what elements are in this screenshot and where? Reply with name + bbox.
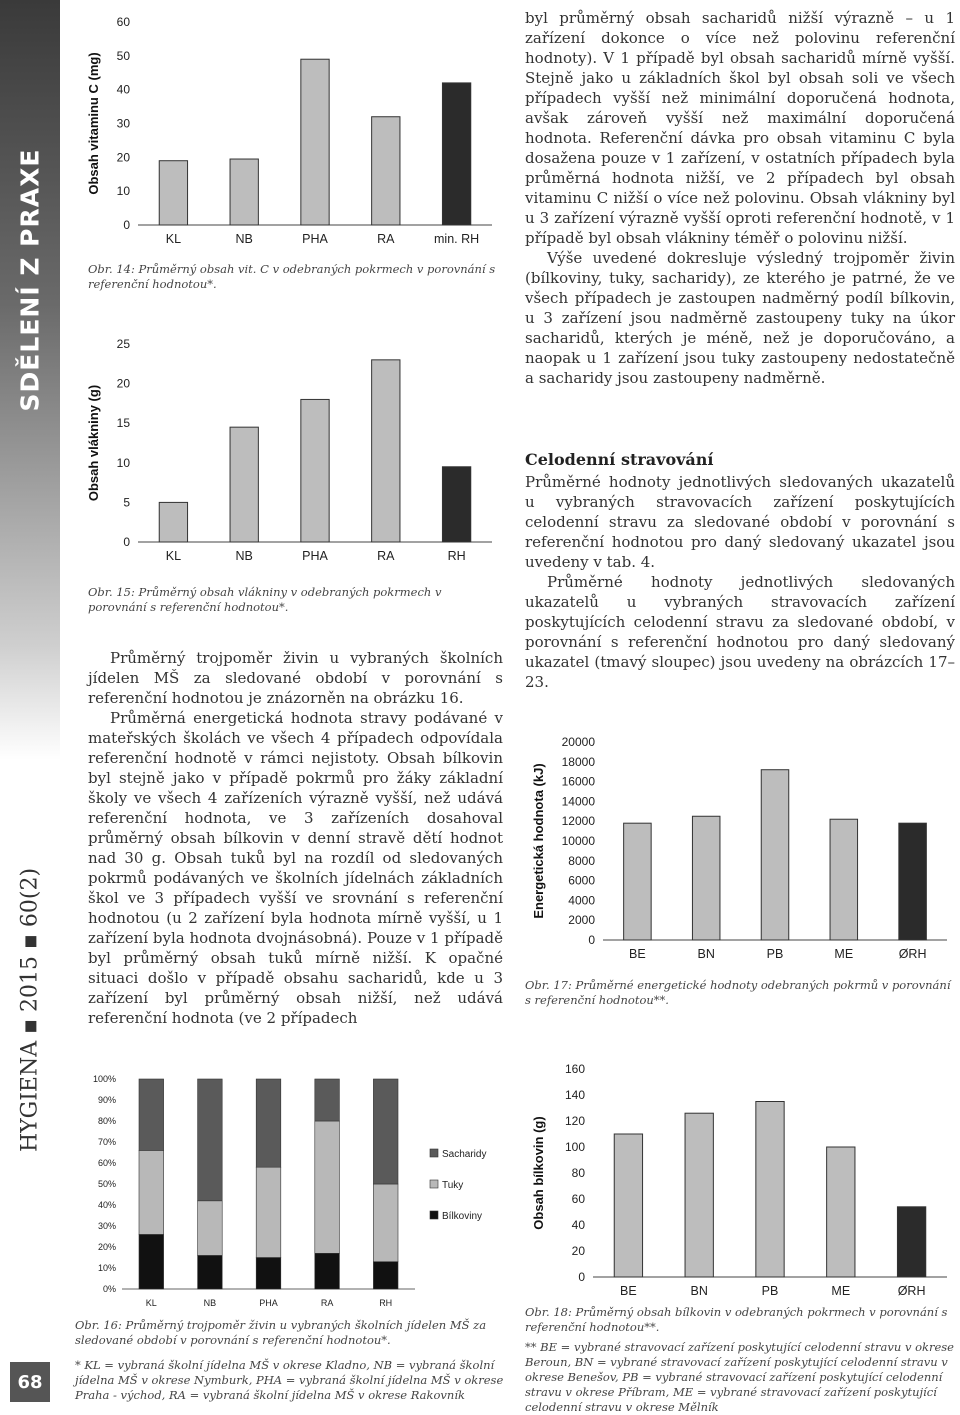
section-heading: Celodenní stravování bbox=[525, 450, 714, 469]
y-tick-label: 40% bbox=[97, 1200, 116, 1210]
x-tick-label: RA bbox=[377, 232, 395, 246]
section-title bbox=[6, 20, 54, 540]
bar-RA bbox=[372, 360, 400, 542]
right-body-text-top bbox=[525, 8, 955, 388]
footnote-left: * KL = vybraná školní jídelna MŠ v okrese Kladno, NB = vybraná školní jídelna MŠ v okrese Nymburk, PHA = vybraná školní jídelna MŠ v okrese Praha - východ, RA = vybraná školní jídelna MŠ v okrese Rakovník bbox=[75, 1358, 504, 1402]
y-tick-label: 20 bbox=[571, 1244, 585, 1258]
right-paragraph-1: byl průměrný obsah sacharidů nižší výrazně – u 1 zařízení dokonce o více než polovinu referenční hodnoty). V 1 případě byl obsah sacharidů mírně vyšší. Stejně jako u základních škol byl obsah soli ve všech případech vyšší než minimální doporučená hodnota, avšak zároveň vyšší než maximální doporučená hodnota. Referenční dávka pro obsah vitaminu C byla dosažena pouze v 1 zařízení, v ostatních případech byla průměrná hodnota nižší, ve 2 případech byl obsah vitaminu C nižší o více než polovinu. Obsah vlákniny byl u 3 zařízení výrazně vyšší oproti referenční hodnotě, v 1 případě byl obsah vlákniny téměř o polovinu nižší. bbox=[525, 9, 955, 247]
journal-info-text: HYGIENA ▪ 2015 ▪ 60(2) bbox=[17, 867, 43, 1153]
y-tick-label: 120 bbox=[564, 1114, 585, 1128]
y-tick-label: 80% bbox=[97, 1116, 116, 1126]
y-tick-label: 60% bbox=[97, 1158, 116, 1168]
y-tick-label: 20 bbox=[116, 150, 130, 165]
y-tick-label: 10 bbox=[116, 455, 130, 470]
y-tick-label: 40 bbox=[571, 1218, 585, 1232]
journal-info bbox=[6, 860, 54, 1160]
y-tick-label: 80 bbox=[571, 1166, 585, 1180]
y-tick-label: 140 bbox=[564, 1088, 585, 1102]
y-tick-label: 25 bbox=[116, 337, 130, 351]
y-tick-label: 10% bbox=[97, 1263, 116, 1273]
x-tick-label: PB bbox=[766, 947, 784, 961]
bar-BN bbox=[692, 816, 720, 940]
legend-label: Sacharidy bbox=[442, 1149, 487, 1160]
bar-BN bbox=[685, 1113, 713, 1277]
figure-17-chart bbox=[525, 728, 955, 968]
bar-RH-Sacharidy bbox=[373, 1079, 398, 1184]
bar-NB bbox=[230, 159, 258, 225]
y-tick-label: 10000 bbox=[561, 834, 595, 848]
bar-NB-Bílkoviny bbox=[198, 1255, 223, 1289]
bar-RA bbox=[372, 117, 400, 225]
y-tick-label: 40 bbox=[116, 82, 130, 97]
bar-RH-Bílkoviny bbox=[373, 1262, 398, 1289]
y-tick-label: 60 bbox=[116, 15, 130, 29]
bar-KL-Tuky bbox=[139, 1150, 164, 1234]
bar-KL bbox=[159, 161, 187, 225]
bar-ØRH bbox=[897, 1207, 925, 1277]
bar-ØRH bbox=[899, 823, 927, 940]
x-tick-label: KL bbox=[165, 549, 182, 563]
page-number: 68 bbox=[10, 1362, 50, 1402]
bar-RA-Bílkoviny bbox=[315, 1253, 340, 1289]
y-tick-label: 6000 bbox=[568, 873, 595, 888]
bar-PB bbox=[756, 1102, 784, 1278]
y-tick-label: 0 bbox=[123, 535, 130, 549]
figure-18-chart bbox=[525, 1055, 955, 1305]
bar-RH-Tuky bbox=[373, 1184, 398, 1262]
right-paragraph-4: Průměrné hodnoty jednotlivých sledovaných ukazatelů u vybraných stravovacích zařízení poskytujících celodenní stravu za sledované období, v porovnání s referenční hodnotou pro daný sledovaný ukazatel (tmavý sloupec) jsou uvedeny na obrázcích 17–23. bbox=[525, 573, 955, 691]
y-tick-label: 0 bbox=[588, 933, 595, 947]
y-tick-label: 160 bbox=[564, 1062, 585, 1076]
x-tick-label: KL bbox=[145, 1298, 157, 1308]
y-tick-label: 5 bbox=[123, 495, 130, 510]
y-tick-label: 8000 bbox=[568, 853, 595, 868]
x-tick-label: RH bbox=[447, 549, 466, 563]
bar-RH bbox=[442, 467, 470, 542]
y-tick-label: 20% bbox=[97, 1242, 116, 1252]
x-tick-label: RA bbox=[320, 1298, 334, 1308]
bar-KL-Sacharidy bbox=[139, 1079, 164, 1150]
sidebar bbox=[0, 0, 60, 1414]
y-tick-label: 20 bbox=[116, 376, 130, 391]
bar-PHA bbox=[301, 399, 329, 542]
figure-18-caption: Obr. 18: Průměrný obsah bílkovin v odebraných pokrmech v porovnání s referenční hodnotou**. bbox=[525, 1305, 948, 1334]
x-tick-label: BN bbox=[697, 947, 715, 961]
bar-NB-Sacharidy bbox=[198, 1079, 223, 1201]
bar-KL bbox=[159, 502, 187, 542]
y-tick-label: 16000 bbox=[561, 774, 595, 789]
x-tick-label: ME bbox=[831, 1284, 851, 1298]
bar-PHA-Bílkoviny bbox=[256, 1258, 281, 1290]
figure-16-caption: Obr. 16: Průměrný trojpoměr živin u vybraných školních jídelen MŠ za sledované období v porovnání s referenční hodnotou*. bbox=[75, 1318, 487, 1347]
bar-PHA-Tuky bbox=[256, 1167, 281, 1257]
bar-RA-Sacharidy bbox=[315, 1079, 340, 1121]
section-title-text: SDĚLENÍ Z PRAXE bbox=[15, 148, 45, 412]
y-tick-label: 30 bbox=[116, 116, 130, 131]
y-tick-label: 0 bbox=[123, 218, 130, 232]
x-tick-label: BE bbox=[620, 1284, 637, 1298]
right-paragraph-3: Průměrné hodnoty jednotlivých sledovaných ukazatelů u vybraných stravovacích zařízení poskytujících celodenní stravu za sledované období v porovnání s referenční hodnotou pro daný sledovaný ukazatel jsou uvedeny v tab. 4. bbox=[525, 473, 955, 571]
y-axis-label: Obsah bílkovin (g) bbox=[531, 1116, 546, 1230]
bar-KL-Bílkoviny bbox=[139, 1234, 164, 1289]
y-tick-label: 30% bbox=[97, 1221, 116, 1231]
bar-ME bbox=[827, 1147, 855, 1277]
y-tick-label: 60 bbox=[571, 1192, 585, 1206]
x-tick-label: BE bbox=[629, 947, 646, 961]
y-axis-label: Obsah vlákniny (g) bbox=[86, 384, 101, 502]
figure-16-chart bbox=[80, 1065, 500, 1315]
y-tick-label: 90% bbox=[97, 1095, 116, 1105]
bar-NB bbox=[230, 427, 258, 542]
y-tick-label: 18000 bbox=[561, 754, 595, 769]
left-paragraph-1: Průměrný trojpoměr živin u vybraných školních jídelen MŠ za sledované období v porovnání s referenční hodnotou je znázorněn na obrázku 16. bbox=[88, 649, 503, 707]
y-tick-label: 70% bbox=[97, 1137, 116, 1147]
bar-BE bbox=[614, 1134, 642, 1277]
bar-PB bbox=[761, 770, 789, 940]
bar-NB-Tuky bbox=[198, 1201, 223, 1256]
x-tick-label: BN bbox=[690, 1284, 708, 1298]
legend-swatch-Tuky bbox=[430, 1180, 438, 1188]
y-tick-label: 15 bbox=[116, 416, 130, 431]
x-tick-label: PB bbox=[761, 1284, 779, 1298]
legend-label: Bílkoviny bbox=[442, 1211, 483, 1222]
bar-PHA-Sacharidy bbox=[256, 1079, 281, 1167]
x-tick-label: NB bbox=[203, 1298, 217, 1308]
y-tick-label: 14000 bbox=[561, 794, 595, 809]
y-axis-label: Obsah vitaminu C (mg) bbox=[86, 52, 101, 195]
x-tick-label: ME bbox=[834, 947, 854, 961]
legend-swatch-Sacharidy bbox=[430, 1149, 438, 1157]
y-tick-label: 0 bbox=[578, 1270, 585, 1284]
figure-15-chart bbox=[80, 330, 500, 570]
y-tick-label: 20000 bbox=[561, 735, 595, 749]
y-tick-label: 50 bbox=[116, 48, 130, 63]
figure-14-chart bbox=[80, 8, 500, 253]
right-body-text-bottom bbox=[525, 472, 955, 692]
bar-min. RH bbox=[442, 83, 470, 225]
x-tick-label: PHA bbox=[259, 1298, 278, 1308]
right-paragraph-2: Výše uvedené dokresluje výsledný trojpoměr živin (bílkoviny, tuky, sacharidy), ze kterého je patrné, že ve všech případech je zastoupen nadměrný podíl bílkovin, u 3 zařízení jsou nadměrně zastoupeny tuky na úkor sacharidů, kterých je méně, než je doporučováno, a naopak u 1 zařízení jsou tuky zastoupeny nedostatečně a sacharidy jsou zastoupeny nadměrně. bbox=[525, 249, 955, 387]
x-tick-label: RH bbox=[379, 1298, 393, 1308]
y-tick-label: 10 bbox=[116, 184, 130, 199]
left-body-text bbox=[88, 648, 503, 1028]
x-tick-label: RA bbox=[377, 549, 395, 563]
x-tick-label: ØRH bbox=[898, 947, 927, 961]
bar-PHA bbox=[301, 59, 329, 225]
figure-17-caption: Obr. 17: Průměrné energetické hodnoty odebraných pokrmů v porovnání s referenční hodnotou**. bbox=[525, 978, 951, 1007]
x-tick-label: NB bbox=[235, 549, 253, 563]
x-tick-label: ØRH bbox=[897, 1284, 926, 1298]
y-tick-label: 100 bbox=[564, 1140, 585, 1154]
figure-14-caption: Obr. 14: Průměrný obsah vit. C v odebraných pokrmech v porovnání s referenční hodnotou*. bbox=[88, 262, 496, 291]
legend-label: Tuky bbox=[442, 1180, 464, 1191]
bar-BE bbox=[624, 823, 652, 940]
left-paragraph-2: Průměrná energetická hodnota stravy podávané v mateřských školách ve všech 4 případech odpovídala referenční hodnotě v rámci nejistoty. Obsah bílkovin byl stejně jako v případě pokrmů pro žáky základní školy ve všech 4 zařízeních výrazně vyšší, než udává referenční hodnota, ve 3 zařízeních dosahoval průměrný obsah bílkovin v denní stravě dětí hodnot nad 30 g. Obsah tuků byl na rozdíl od sledovaných pokrmů podávaných ve školních jídelnách základních škol ve 3 případech vyšší ve srovnání s referenční hodnotou (u 2 zařízení byla hodnota mírně vyšší, u 1 zařízení byla hodnota dvojnásobná). Pouze v 1 případě byl průměrný obsah tuků mírně nižší. K opačné situaci došlo v případě obsahu sacharidů, kde u 3 zařízení byl průměrný obsah nižší, než udává referenční hodnota (ve 2 případech bbox=[88, 709, 503, 1027]
y-tick-label: 4000 bbox=[568, 893, 595, 908]
x-tick-label: NB bbox=[235, 232, 253, 246]
x-tick-label: KL bbox=[165, 232, 182, 246]
y-tick-label: 12000 bbox=[561, 814, 595, 829]
bar-ME bbox=[830, 819, 858, 940]
y-tick-label: 0% bbox=[102, 1284, 116, 1294]
x-tick-label: min. RH bbox=[434, 232, 480, 246]
y-axis-label: Energetická hodnota (kJ) bbox=[531, 763, 546, 919]
y-tick-label: 100% bbox=[92, 1074, 116, 1084]
figure-15-caption: Obr. 15: Průměrný obsah vlákniny v odebraných pokrmech v porovnání s referenční hodnotou*. bbox=[88, 585, 442, 614]
legend-swatch-Bílkoviny bbox=[430, 1211, 438, 1219]
footnote-right: ** BE = vybrané stravovací zařízení poskytující celodenní stravu v okrese Beroun, BN = vybrané stravovací zařízení poskytující celodenní stravu v okrese Benešov, PB = vybrané stravovací zařízení poskytující celodenní stravu v okrese Příbram, ME = vybrané stravovací zařízení poskytující celodenní stravu v okrese Mělník bbox=[525, 1340, 954, 1414]
x-tick-label: PHA bbox=[302, 549, 328, 563]
y-tick-label: 50% bbox=[97, 1179, 116, 1189]
x-tick-label: PHA bbox=[302, 232, 328, 246]
y-tick-label: 2000 bbox=[568, 913, 595, 928]
bar-RA-Tuky bbox=[315, 1121, 340, 1253]
